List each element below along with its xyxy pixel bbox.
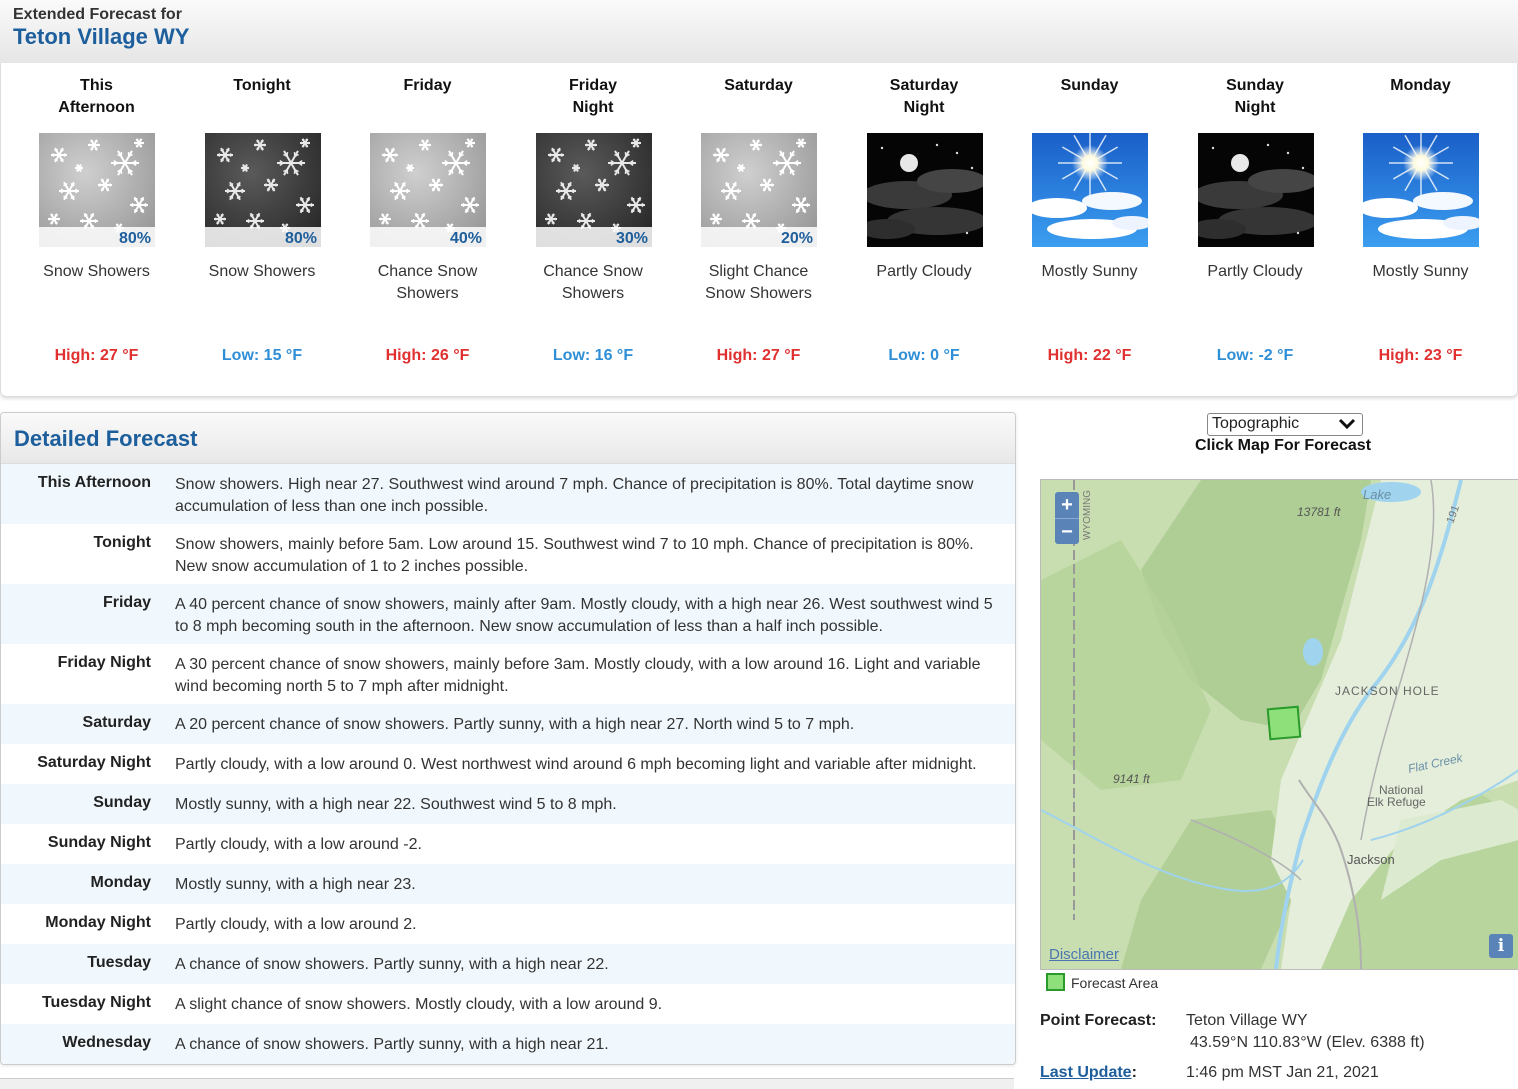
next-panel-edge	[0, 1078, 1014, 1089]
map-label-peak-13781: 13781 ft	[1297, 505, 1341, 519]
snow-day-icon[interactable]	[701, 133, 817, 247]
zoom-in-button[interactable]: +	[1055, 492, 1079, 518]
detailed-forecast-panel	[0, 412, 1016, 1065]
short-forecast: Mostly Sunny	[1338, 261, 1503, 283]
temperature: High: 26 °F	[345, 347, 510, 365]
last-update-value: 1:46 pm MST Jan 21, 2021	[1186, 1064, 1379, 1082]
header-subtitle: Extended Forecast for	[13, 6, 182, 24]
last-update-colon: :	[1132, 1064, 1137, 1081]
detailed-forecast-row	[1, 944, 1015, 984]
map-type-value: Topographic	[1212, 415, 1299, 433]
row-period-label: Tonight	[1, 534, 151, 552]
precip-chance: 80%	[284, 230, 316, 247]
detailed-forecast-row	[1, 984, 1015, 1024]
detailed-forecast-row	[1, 584, 1015, 644]
row-forecast-text: Mostly sunny, with a high near 23.	[175, 874, 1005, 896]
map-label-peak-9141: 9141 ft	[1113, 772, 1150, 786]
seven-day-forecast	[0, 63, 1518, 397]
period-name: Sunday Night	[1173, 75, 1338, 119]
chevron-down-icon	[1338, 417, 1356, 431]
short-forecast: Partly Cloudy	[1173, 261, 1338, 283]
period-name: This Afternoon	[14, 75, 179, 119]
disclaimer-link[interactable]: Disclaimer	[1049, 946, 1119, 963]
row-forecast-text: Snow showers. High near 27. Southwest wind around 7 mph. Chance of precipitation is 80%. Total daytime snow accumulation of less than one inch possible.	[175, 474, 1005, 518]
row-forecast-text: Partly cloudy, with a low around 0. West northwest wind around 6 mph becoming light and variable after midnight.	[175, 754, 1005, 776]
row-period-label: Friday Night	[1, 654, 151, 672]
location-title: Teton Village WY	[13, 24, 189, 50]
snow-night-icon[interactable]	[205, 133, 321, 247]
snow-day-icon[interactable]	[370, 133, 486, 247]
detailed-forecast-row	[1, 784, 1015, 824]
row-forecast-text: A 40 percent chance of snow showers, mainly after 9am. Mostly cloudy, with a high near 26. West southwest wind 5 to 8 mph becoming south in the afternoon. New snow accumulation of less than a half inch possible.	[175, 594, 1005, 638]
map-label-national: National	[1379, 783, 1423, 797]
row-forecast-text: Partly cloudy, with a low around -2.	[175, 834, 1005, 856]
row-period-label: Wednesday	[1, 1034, 151, 1052]
period-name: Tonight	[180, 75, 345, 97]
map-label-jackson: Jackson	[1347, 852, 1395, 867]
legend-label: Forecast Area	[1071, 975, 1158, 991]
row-period-label: Tuesday	[1, 954, 151, 972]
row-forecast-text: Snow showers, mainly before 5am. Low around 15. Southwest wind 7 to 10 mph. Chance of precipitation is 80%. New snow accumulation of 1 to 2 inches possible.	[175, 534, 1005, 578]
map-zoom-controls	[1055, 492, 1079, 544]
map-label-lake: Lake	[1363, 487, 1391, 502]
row-period-label: Monday	[1, 874, 151, 892]
info-button[interactable]: i	[1489, 934, 1513, 958]
short-forecast: Partly Cloudy	[842, 261, 1007, 283]
zoom-out-button[interactable]: −	[1055, 518, 1079, 545]
temperature: High: 27 °F	[676, 347, 841, 365]
row-period-label: Monday Night	[1, 914, 151, 932]
precip-chance: 40%	[450, 230, 482, 247]
precip-chance: 20%	[781, 230, 813, 247]
short-forecast: Chance Snow Showers	[511, 261, 676, 305]
row-forecast-text: A chance of snow showers. Partly sunny, with a high near 22.	[175, 954, 1005, 976]
period-name: Sunday	[1007, 75, 1172, 97]
snow-day-icon[interactable]	[39, 133, 155, 247]
map-caption: Click Map For Forecast	[1040, 437, 1518, 455]
row-period-label: Sunday	[1, 794, 151, 812]
period-name: Saturday	[676, 75, 841, 97]
detailed-forecast-row	[1, 824, 1015, 864]
map-label-wyoming: WYOMING	[1082, 490, 1093, 540]
detailed-forecast-row	[1, 524, 1015, 584]
forecast-area-box	[1268, 707, 1301, 740]
row-forecast-text: A chance of snow showers. Partly sunny, with a high near 21.	[175, 1034, 1005, 1056]
row-forecast-text: A slight chance of snow showers. Mostly cloudy, with a low around 9.	[175, 994, 1005, 1016]
temperature: Low: 0 °F	[842, 347, 1007, 365]
row-forecast-text: A 20 percent chance of snow showers. Partly sunny, with a high near 27. North wind 5 to 7 mph.	[175, 714, 1005, 736]
detailed-forecast-row	[1, 904, 1015, 944]
map-type-select[interactable]	[1207, 413, 1363, 436]
row-period-label: Friday	[1, 594, 151, 612]
mostly-sunny-icon[interactable]	[1032, 133, 1148, 247]
period-name: Saturday Night	[842, 75, 1007, 119]
period-name: Friday	[345, 75, 510, 97]
detailed-forecast-title: Detailed Forecast	[14, 426, 197, 452]
row-forecast-text: A 30 percent chance of snow showers, mainly before 3am. Mostly cloudy, with a low around 16. Light and variable wind becoming north 5 to 7 mph after midnight.	[175, 654, 1005, 698]
forecast-map[interactable]	[1040, 479, 1518, 970]
detailed-forecast-row	[1, 1024, 1015, 1064]
row-period-label: Tuesday Night	[1, 994, 151, 1012]
map-label-elk-refuge: Elk Refuge	[1367, 795, 1426, 809]
precip-chance: 30%	[615, 230, 647, 247]
row-period-label: Saturday	[1, 714, 151, 732]
row-period-label: This Afternoon	[1, 474, 151, 492]
detailed-forecast-row	[1, 864, 1015, 904]
point-forecast-label: Point Forecast:	[1040, 1012, 1156, 1030]
map-label-flat-creek: Flat Creek	[1407, 751, 1465, 776]
detailed-forecast-row	[1, 744, 1015, 784]
row-period-label: Saturday Night	[1, 754, 151, 772]
map-legend	[1046, 973, 1158, 991]
partly-cloudy-night-icon[interactable]	[867, 133, 983, 247]
short-forecast: Snow Showers	[180, 261, 345, 283]
partly-cloudy-night-icon[interactable]	[1198, 133, 1314, 247]
last-update-link[interactable]: Last Update	[1040, 1064, 1132, 1081]
short-forecast: Mostly Sunny	[1007, 261, 1172, 283]
detailed-forecast-row	[1, 704, 1015, 744]
point-forecast-coords: 43.59°N 110.83°W (Elev. 6388 ft)	[1190, 1034, 1425, 1052]
snow-night-icon[interactable]	[536, 133, 652, 247]
short-forecast: Slight Chance Snow Showers	[676, 261, 841, 305]
temperature: High: 23 °F	[1338, 347, 1503, 365]
detailed-forecast-row	[1, 464, 1015, 524]
map-canvas[interactable]	[1041, 480, 1518, 969]
map-label-route-191: 191	[1445, 504, 1463, 525]
period-name: Monday	[1338, 75, 1503, 97]
mostly-sunny-icon[interactable]	[1363, 133, 1479, 247]
short-forecast: Chance Snow Showers	[345, 261, 510, 305]
temperature: High: 22 °F	[1007, 347, 1172, 365]
precip-chance: 80%	[119, 230, 151, 247]
temperature: High: 27 °F	[14, 347, 179, 365]
point-forecast-name: Teton Village WY	[1186, 1012, 1308, 1030]
short-forecast: Snow Showers	[14, 261, 179, 283]
period-name: Friday Night	[511, 75, 676, 119]
forecast-area-swatch	[1046, 973, 1065, 991]
map-label-jackson-hole: JACKSON HOLE	[1335, 684, 1440, 698]
temperature: Low: -2 °F	[1173, 347, 1338, 365]
detailed-forecast-header	[1, 413, 1015, 464]
temperature: Low: 16 °F	[511, 347, 676, 365]
row-period-label: Sunday Night	[1, 834, 151, 852]
temperature: Low: 15 °F	[180, 347, 345, 365]
page-header	[0, 0, 1518, 64]
detailed-forecast-row	[1, 644, 1015, 704]
last-update-label	[1040, 1064, 1137, 1082]
row-forecast-text: Mostly sunny, with a high near 22. Southwest wind 5 to 8 mph.	[175, 794, 1005, 816]
row-forecast-text: Partly cloudy, with a low around 2.	[175, 914, 1005, 936]
